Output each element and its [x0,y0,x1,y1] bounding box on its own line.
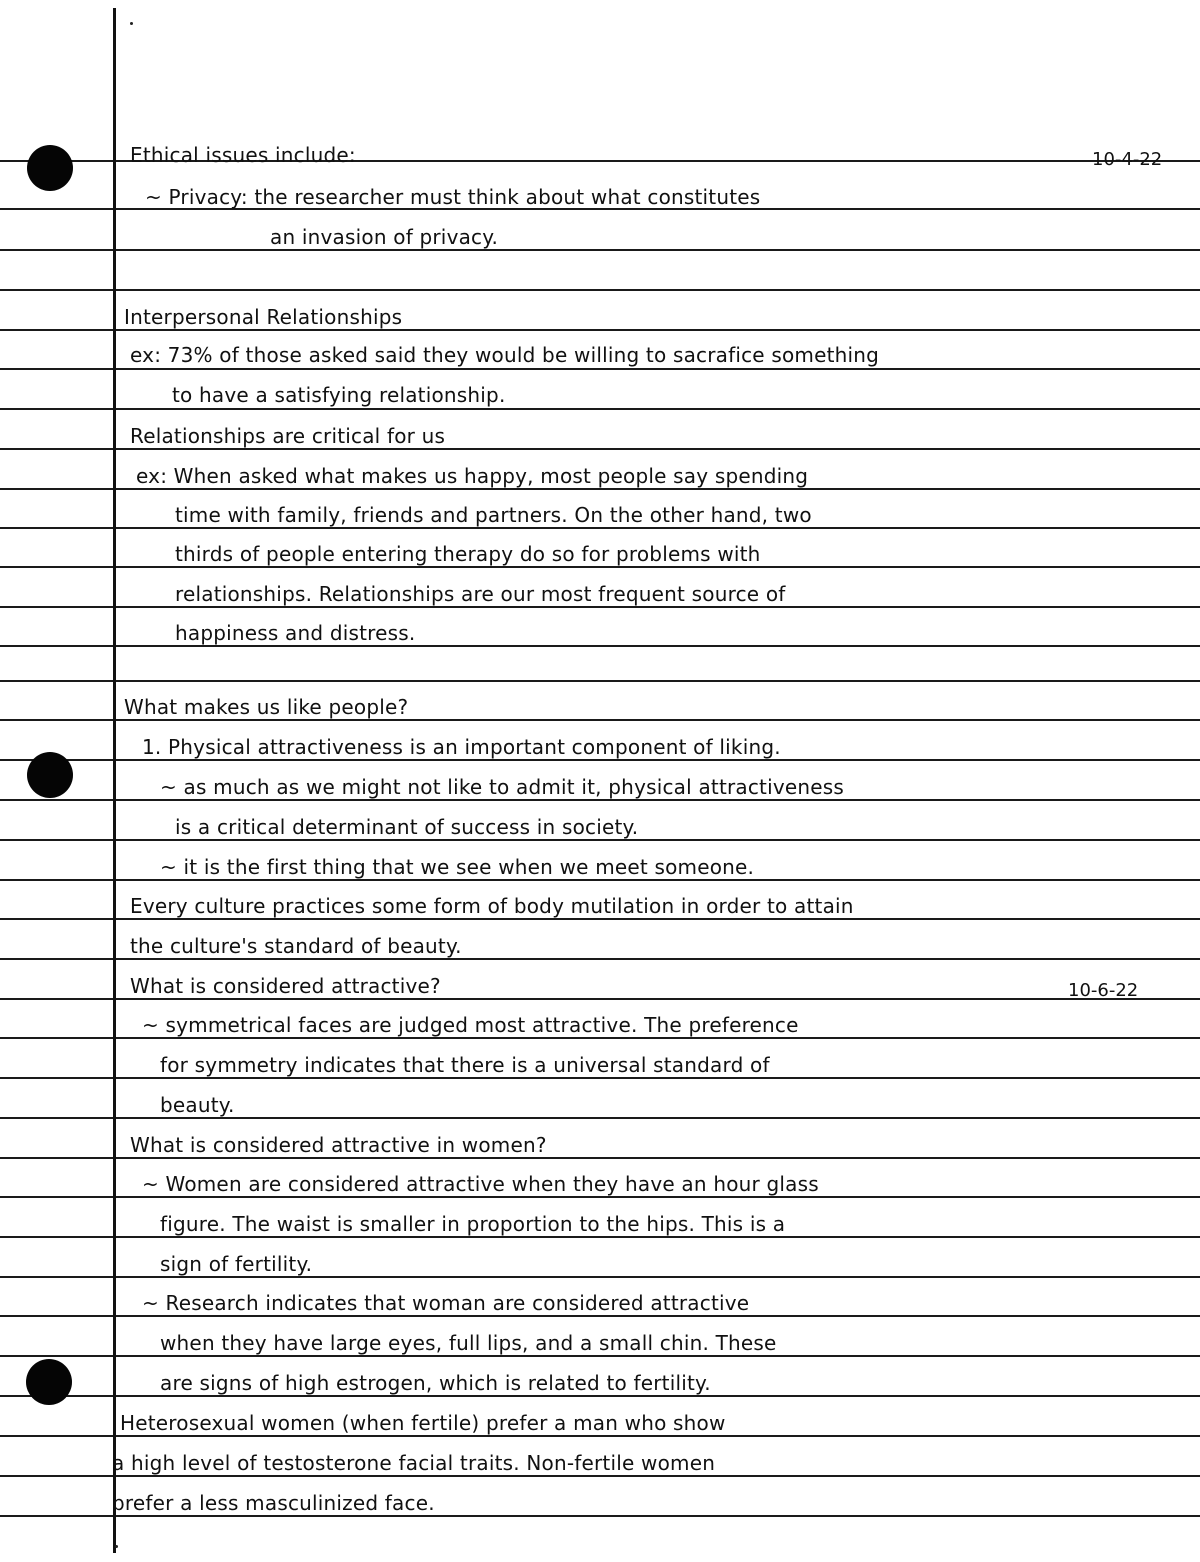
note-line: when they have large eyes, full lips, and a small chin. These [160,1331,777,1355]
note-line: 1. Physical attractiveness is an important component of liking. [142,735,781,759]
note-line: happiness and distress. [175,621,416,645]
note-line: prefer a less masculinized face. [112,1491,435,1515]
note-line: ~ it is the first thing that we see when we meet someone. [160,855,755,879]
note-line: are signs of high estrogen, which is related to fertility. [160,1371,711,1395]
note-line: ~ Privacy: the researcher must think about what constitutes [145,185,761,209]
note-line: a high level of testosterone facial traits. Non-fertile women [112,1451,716,1475]
ruled-line [0,249,1200,251]
note-line: Heterosexual women (when fertile) prefer a man who show [120,1411,726,1435]
ruled-line [0,680,1200,682]
note-line: Ethical issues include: [130,143,356,167]
binder-hole [27,752,73,798]
note-line: is a critical determinant of success in society. [175,815,639,839]
note-line: Every culture practices some form of body mutilation in order to attain [130,894,854,918]
note-line: sign of fertility. [160,1252,313,1276]
speck [130,22,133,25]
note-line: What is considered attractive? [130,974,441,998]
note-line: the culture's standard of beauty. [130,934,462,958]
note-line: ~ symmetrical faces are judged most attractive. The preference [142,1013,799,1037]
note-line: beauty. [160,1093,235,1117]
note-line: to have a satisfying relationship. [172,383,506,407]
note-line: an invasion of privacy. [270,225,498,249]
date-label: 10-4-22 [1092,149,1163,170]
note-line: figure. The waist is smaller in proportion to the hips. This is a [160,1212,786,1236]
note-line: ~ Women are considered attractive when they have an hour glass [142,1172,819,1196]
speck [115,1545,118,1548]
note-line: What is considered attractive in women? [130,1133,547,1157]
margin-line [113,8,116,1553]
note-line: ex: When asked what makes us happy, most people say spending [136,464,809,488]
note-line: ~ as much as we might not like to admit it, physical attractiveness [160,775,845,799]
note-line: thirds of people entering therapy do so for problems with [175,542,761,566]
ruled-line [0,289,1200,291]
note-line: time with family, friends and partners. On the other hand, two [175,503,812,527]
note-line: Interpersonal Relationships [124,305,403,329]
note-line: What makes us like people? [124,695,409,719]
note-line: ex: 73% of those asked said they would be willing to sacrafice something [130,343,880,367]
note-line: for symmetry indicates that there is a universal standard of [160,1053,770,1077]
note-line: Relationships are critical for us [130,424,446,448]
note-line: relationships. Relationships are our most frequent source of [175,582,786,606]
note-line: ~ Research indicates that woman are considered attractive [142,1291,750,1315]
date-label: 10-6-22 [1068,980,1139,1001]
binder-hole [26,1359,72,1405]
binder-hole [27,145,73,191]
